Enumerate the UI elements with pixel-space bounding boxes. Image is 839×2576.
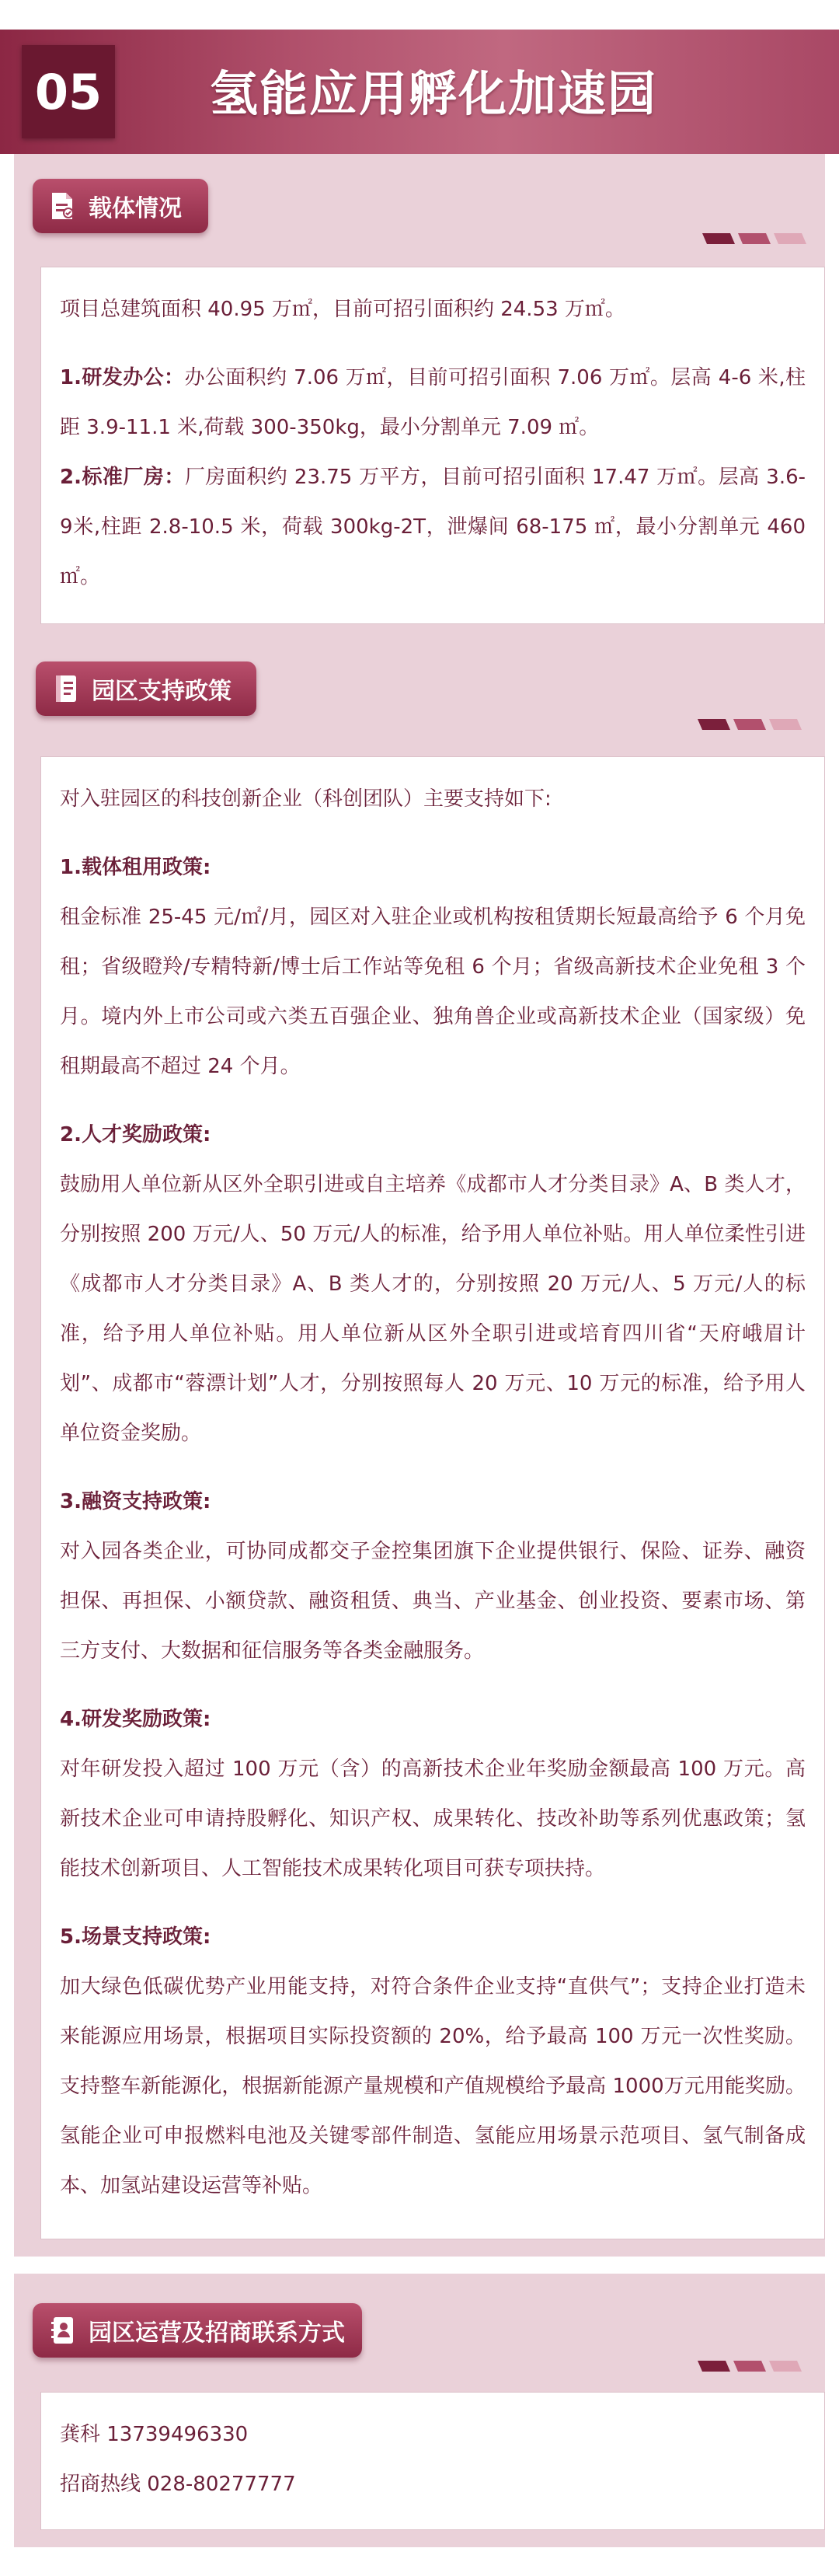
carrier-item-factory [60,452,806,602]
policy-text-finance: 对入园各类企业，可协同成都交子金控集团旗下企业提供银行、保险、证券、融资担保、再担保、小额贷款、融资租赁、典当、产业基金、创业投资、要素市场、第三方支付、大数据和征信服务等各类金融服务。 [60,1540,806,1663]
carrier-item-office [60,353,806,452]
policy-intro: 对入驻园区的科技创新企业（科创团队）主要支持如下: [60,787,552,811]
policy-text-rent: 租金标准 25-45 元/㎡/月，园区对入驻企业或机构按租赁期长短最高给予 6 个月免租；省级瞪羚/专精特新/博士后工作站等免租 6 个月；省级高新技术企业免租 3 个月。境内外上市公司或六类五百强企业、独角兽企业或高新技术企业（国家级）免租期最高不超过 24 个月。 [60,906,806,1078]
policy-heading-scene: 5.场景支持政策: [60,1925,211,1949]
carrier-panel [14,154,825,640]
page-title: 氢能应用孵化加速园 [210,65,658,122]
book-icon [51,674,81,703]
carrier-title-label: 载体情况 [89,195,182,222]
policy-heading-talent: 2.人才奖励政策: [60,1123,211,1147]
contact-line-hotline: 招商热线 028-80277777 [60,2473,296,2496]
policy-title-label: 园区支持政策 [92,678,232,705]
policy-section-title [36,661,256,716]
carrier-intro: 项目总建筑面积 40.95 万㎡，目前可招引面积约 24.53 万㎡。 [60,298,625,321]
contact-title-label: 园区运营及招商联系方式 [89,2319,345,2347]
decorative-stripes [690,2358,814,2375]
policy-text-talent: 鼓励用人单位新从区外全职引进或自主培养《成都市人才分类目录》A、B 类人才，分别按照 200 万元/人、50 万元/人的标准，给予用人单位补贴。用人单位柔性引进《成都市人才分类目录》A、B 类人才的，分别按照 20 万元/人、5 万元/人的标准，给予用人单位补贴。用人单位新从区外全职引进或培育四川省“天府峨眉计划”、成都市“蓉漂计划”人才，分别按照每人 20 万元、10 万元的标准，给予用人单位资金奖励。 [60,1173,806,1445]
policy-heading-rnd: 4.研发奖励政策: [60,1708,211,1731]
policy-text-scene: 加大绿色低碳优势产业用能支持，对符合条件企业支持“直供气”；支持企业打造未来能源应用场景，根据项目实际投资额的 20%，给予最高 100 万元一次性奖励。支持整车新能源化，根据新能源产量规模和产值规模给予最高 1000万元用能奖励。氢能企业可申报燃料电池及关键零部件制造、氢能应用场景示范项目、氢气制备成本、加氢站建设运营等补贴。 [60,1975,806,2197]
policy-text-rnd: 对年研发投入超过 100 万元（含）的高新技术企业年奖励金额最高 100 万元。高新技术企业可申请持股孵化、知识产权、成果转化、技改补助等系列优惠政策；氢能技术创新项目、人工智能技术成果转化项目可获专项扶持。 [60,1757,806,1880]
contact-panel [14,2274,825,2547]
carrier-item-label: 1.研发办公： [60,366,185,389]
carrier-item-text: 厂房面积约 23.75 万平方，目前可招引面积 17.47 万㎡。层高 3.6-9米,柱距 2.8-10.5 米，荷载 300kg-2T，泄爆间 68-175 ㎡，最小分割单元 460㎡。 [60,466,806,588]
document-icon [48,191,78,221]
contact-line-person: 龚科 13739496330 [60,2423,249,2446]
policy-heading-finance: 3.融资支持政策: [60,1490,211,1513]
policy-content-box [40,756,825,2239]
contact-content-box [40,2392,825,2530]
policy-panel [14,640,825,2257]
policy-heading-rent: 1.载体租用政策: [60,856,211,879]
carrier-content-box [40,267,825,624]
carrier-section-title [33,179,208,233]
decorative-stripes [690,716,814,733]
carrier-item-text: 办公面积约 7.06 万㎡，目前可招引面积 7.06 万㎡。层高 4-6 米,柱距 3.9-11.1 米,荷载 300-350kg，最小分割单元 7.09 ㎡。 [60,366,806,439]
section-number-badge: 05 [22,45,115,138]
contact-section-title [33,2303,362,2358]
decorative-stripes [695,230,819,247]
carrier-item-label: 2.标准厂房： [60,466,185,489]
contact-icon [48,2316,78,2345]
